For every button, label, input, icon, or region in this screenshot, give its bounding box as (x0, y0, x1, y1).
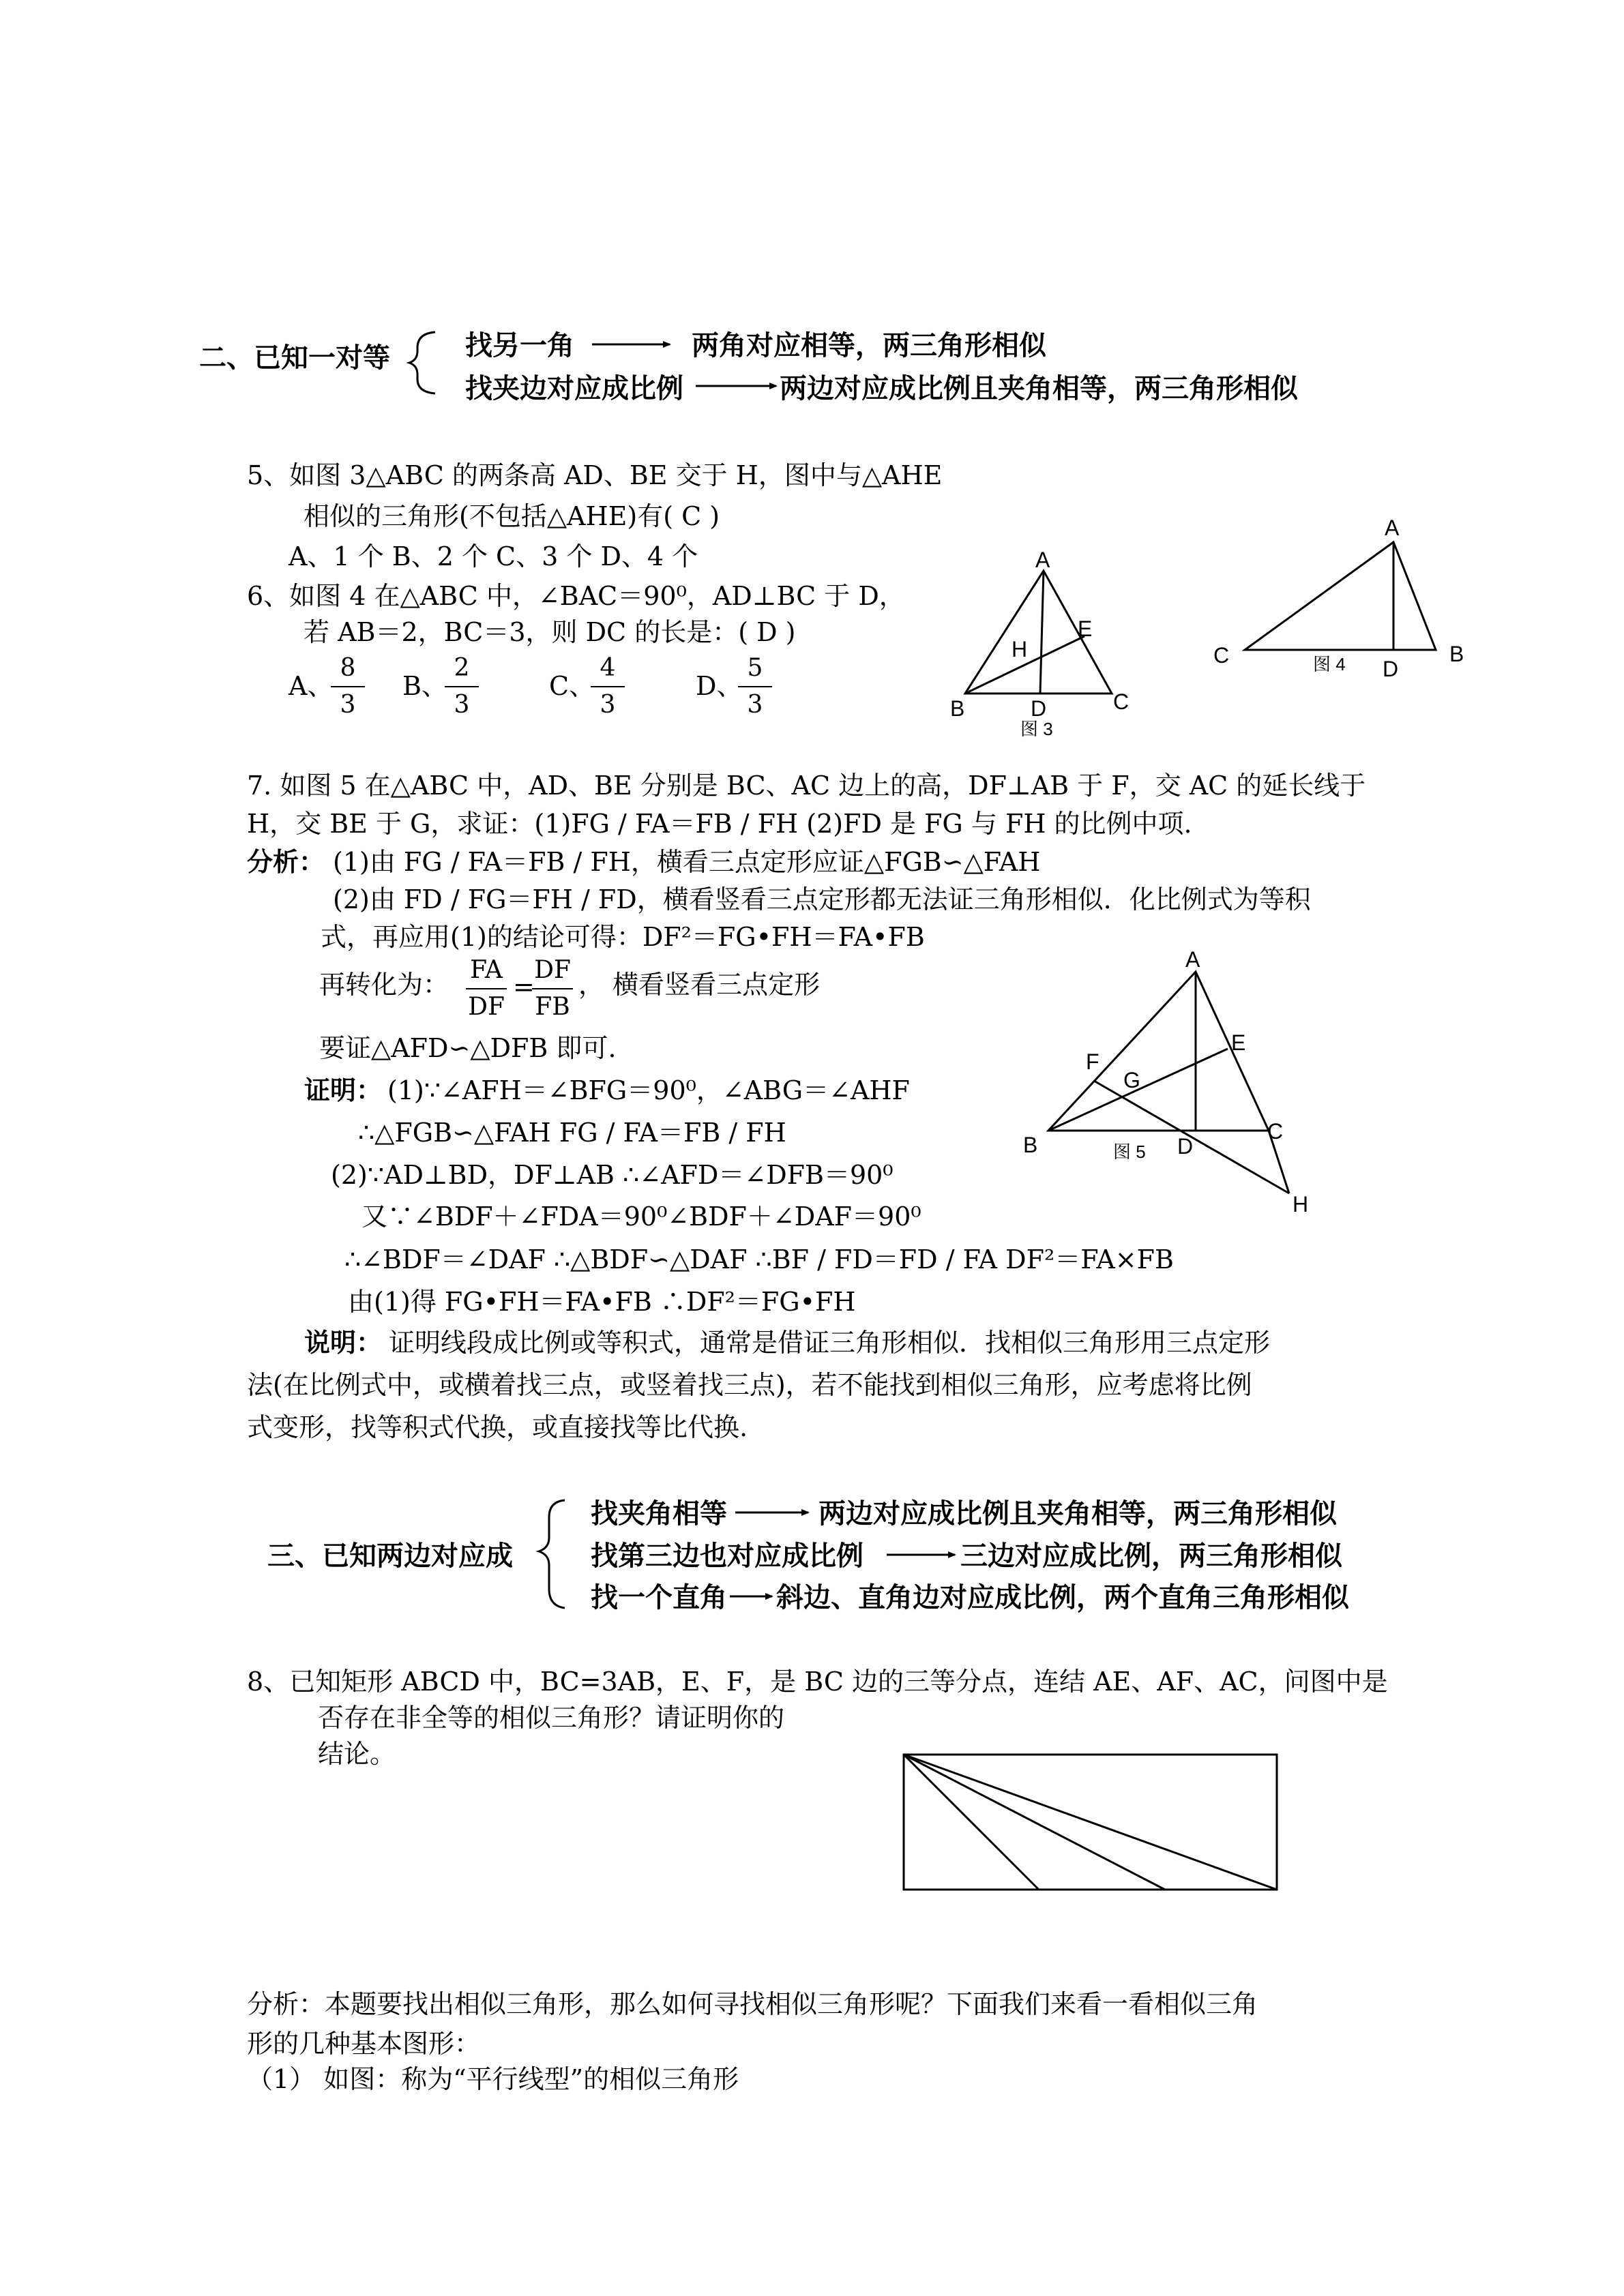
fig3-label-c: C (1113, 689, 1130, 714)
q7-proof4: 又∵∠BDF＋∠FDA＝90⁰∠BDF＋∠DAF＝90⁰ (361, 1202, 921, 1232)
fig5-label-f: F (1086, 1049, 1099, 1074)
q6-option-c: C、 (549, 671, 595, 701)
q6-fraction-c: 4 3 (591, 656, 625, 717)
fig4-label-a: A (1385, 516, 1400, 540)
q6-option-d: D、 (696, 671, 743, 701)
q7-analysis3: 式，再应用(1)的结论可得：DF²＝FG•FH＝FA•FB (321, 922, 925, 952)
q8-line1: 8、已知矩形 ABCD 中，BC=3AB，E、F，是 BC 边的三等分点，连结 AE、AF、AC，问图中是 (247, 1667, 1388, 1697)
q7-proof2: ∴△FGB∽△FAH FG / FA＝FB / FH (358, 1118, 786, 1148)
section2-branch1-left: 找另一角 (465, 331, 574, 361)
q6-fraction-a: 8 3 (331, 656, 365, 717)
q7-goal: 要证△AFD∽△DFB 即可. (319, 1033, 617, 1063)
fig3-label-h: H (1012, 637, 1028, 661)
section3-branch1-left: 找夹角相等 (591, 1499, 727, 1529)
q7-proof3: (2)∵AD⊥BD，DF⊥AB ∴∠AFD＝∠DFB＝90⁰ (331, 1160, 894, 1190)
q7-equals: = (513, 972, 535, 1002)
section2-branch2-left: 找夹边对应成比例 (465, 374, 683, 404)
fig5-label-a: A (1185, 947, 1200, 972)
q6-option-b: B、 (402, 671, 447, 701)
q6-fraction-d: 5 3 (738, 656, 772, 717)
figure4 (1245, 542, 1436, 650)
fig5-label-c: C (1267, 1119, 1284, 1144)
q7-proof5: ∴∠BDF＝∠DAF ∴△BDF∽△DAF ∴BF / FD＝FD / FA DF²＝FA×FB (344, 1244, 1174, 1274)
fig3-label-d: D (1031, 696, 1047, 721)
q7-analysis1: (1)由 FG / FA＝FB / FH，横看三点定形应证△FGB∽△FAH (333, 847, 1041, 877)
q7-note-label: 说明： (304, 1327, 383, 1358)
q5-options: A、1 个 B、2 个 C、3 个 D、4 个 (289, 541, 698, 571)
q7-proof6: 由(1)得 FG•FH＝FA•FB ∴DF²＝FG•FH (348, 1287, 856, 1317)
section2-brace (409, 332, 435, 393)
section3-title: 三、已知两边对应成 (267, 1541, 513, 1571)
fig3-label-b: B (950, 696, 965, 721)
q6-line1: 6、如图 4 在△ABC 中，∠BAC＝90⁰，AD⊥BC 于 D， (247, 581, 905, 611)
fig3-label-a: A (1035, 548, 1050, 572)
q7-line2: H，交 BE 于 G，求证：(1)FG / FA＝FB / FH (2)FD 是 FG 与 FH 的比例中项. (247, 809, 1192, 839)
q7-fraction2: DF FB (532, 958, 573, 1019)
fig5-label-g: G (1123, 1068, 1140, 1092)
q6-fraction-b: 2 3 (445, 656, 479, 717)
fig4-label-c: C (1213, 643, 1230, 668)
section2-branch2-right: 两边对应成比例且夹角相等，两三角形相似 (780, 374, 1298, 404)
q5-line1: 5、如图 3△ABC 的两条高 AD、BE 交于 H，图中与△AHE (247, 460, 943, 490)
q8-figure (904, 1755, 1277, 1890)
fig5-caption: 图 5 (1113, 1142, 1146, 1162)
analysis-end-line3: （1） 如图：称为“平行线型”的相似三角形 (247, 2064, 739, 2094)
q7-proof-label: 证明： (304, 1075, 383, 1105)
fig3-label-e: E (1078, 616, 1093, 641)
fig5-label-e: E (1231, 1030, 1246, 1055)
q8-line3: 结论。 (318, 1739, 396, 1769)
analysis-end-line2: 形的几种基本图形： (247, 2029, 481, 2059)
fig4-label-d: D (1383, 657, 1399, 681)
q7-proof1: (1)∵∠AFH＝∠BFG＝90⁰，∠ABG＝∠AHF (387, 1075, 910, 1105)
section3-brace (539, 1500, 565, 1608)
fig5-label-d: D (1177, 1134, 1194, 1159)
q7-note2: 法(在比例式中，或横着找三点，或竖着找三点)，若不能找到相似三角形，应考虑将比例 (247, 1370, 1252, 1400)
section3-branch2-right: 三边对应成比例，两三角形相似 (960, 1541, 1342, 1571)
q7-analysis-label: 分析： (247, 846, 325, 877)
figure5 (1048, 972, 1289, 1193)
q7-line1: 7. 如图 5 在△ABC 中，AD、BE 分别是 BC、AC 边上的高，DF⊥AB 于 F，交 AC 的延长线于 (247, 771, 1366, 801)
fig4-caption: 图 4 (1313, 654, 1346, 674)
fig4-label-b: B (1449, 642, 1464, 666)
section2-branch1-right: 两角对应相等，两三角形相似 (692, 331, 1046, 361)
section2-title: 二、已知一对等 (199, 343, 390, 373)
fig5-label-b: B (1023, 1133, 1038, 1157)
q6-option-a: A、 (289, 671, 334, 701)
q6-line2: 若 AB＝2，BC＝3，则 DC 的长是：( D ) (304, 617, 796, 647)
q7-note3: 式变形，找等积式代换，或直接找等比代换. (247, 1412, 748, 1442)
section3-branch2-left: 找第三边也对应成比例 (591, 1541, 863, 1571)
analysis-end-line1: 分析：本题要找出相似三角形，那么如何寻找相似三角形呢？下面我们来看一看相似三角 (247, 1989, 1258, 2019)
q5-line2: 相似的三角形(不包括△AHE)有( C ) (304, 501, 720, 531)
fig3-caption: 图 3 (1020, 719, 1053, 739)
section3-branch3-right: 斜边、直角边对应成比例，两个直角三角形相似 (776, 1583, 1349, 1613)
q7-fraction1: FA DF (466, 958, 507, 1019)
q7-convert-label: 再转化为： (319, 970, 449, 1000)
fig5-label-h: H (1293, 1192, 1309, 1217)
q7-analysis2: (2)由 FD / FG＝FH / FD，横看竖看三点定形都无法证三角形相似．化比例式为等积 (333, 884, 1311, 914)
q7-note1: 证明线段成比例或等积式，通常是借证三角形相似．找相似三角形用三点定形 (389, 1328, 1271, 1358)
section3-branch3-left: 找一个直角 (591, 1583, 727, 1613)
section3-branch1-right: 两边对应成比例且夹角相等，两三角形相似 (818, 1499, 1337, 1529)
q7-convert-tail: ， 横看竖看三点定形 (578, 970, 821, 1000)
q8-line2: 否存在非全等的相似三角形？请证明你的 (318, 1703, 785, 1733)
